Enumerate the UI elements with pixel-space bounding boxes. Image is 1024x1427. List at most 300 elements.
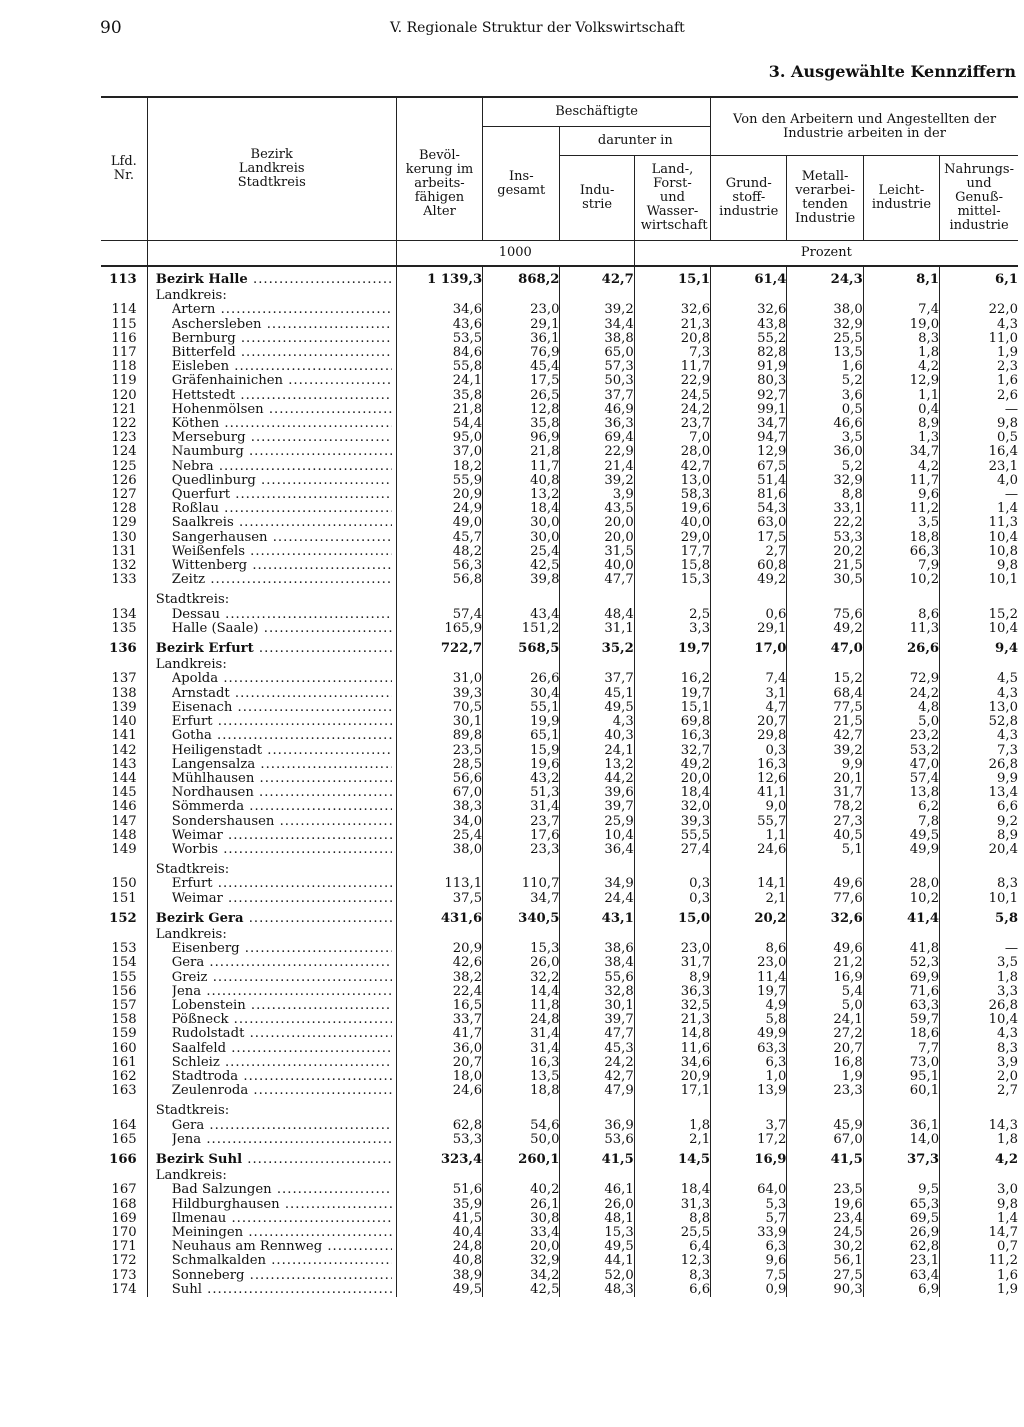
bevoelkerung-value: 54,4	[396, 417, 482, 431]
grundstoff-value: 4,9	[711, 999, 787, 1013]
district-name-text: Gräfenhainichen .....	[172, 374, 392, 388]
district-name	[147, 701, 396, 715]
grundstoff-value: 29,8	[711, 729, 787, 743]
district-name	[147, 431, 396, 445]
grundstoff-value: 33,9	[711, 1226, 787, 1240]
nahrung-value: 10,1	[940, 573, 1018, 587]
grundstoff-value: 9,6	[711, 1254, 787, 1268]
row-number: 126	[111, 472, 137, 488]
table-row	[101, 715, 1018, 729]
grundstoff-value: 24,6	[711, 843, 787, 857]
district-name	[147, 1119, 396, 1133]
metall-value: 56,1	[787, 1254, 863, 1268]
bevoelkerung-value: 55,9	[396, 474, 482, 488]
insgesamt-value: 23,7	[483, 815, 560, 829]
bevoelkerung-value	[396, 289, 482, 303]
grundstoff-value: 0,3	[711, 744, 787, 758]
district-name	[147, 303, 396, 317]
district-name	[147, 636, 396, 658]
grundstoff-value: 14,1	[711, 877, 787, 891]
industrie-value: 39,2	[560, 474, 634, 488]
grundstoff-value	[711, 1169, 787, 1183]
insgesamt-value: 25,4	[483, 545, 560, 559]
bevoelkerung-value: 43,6	[396, 318, 482, 332]
bevoelkerung-value: 89,8	[396, 729, 482, 743]
district-name	[147, 999, 396, 1013]
grundstoff-value	[711, 1098, 787, 1118]
nahrung-value: 3,0	[940, 1183, 1018, 1197]
district-name-text: Weimar .....	[172, 892, 392, 906]
bezirk-row	[101, 267, 1018, 289]
industrie-value: 39,2	[560, 303, 634, 317]
metall-value: 68,4	[787, 687, 863, 701]
district-name-text: Erfurt .....	[172, 715, 392, 729]
land-forst-value: 17,1	[634, 1084, 710, 1098]
district-name	[147, 815, 396, 829]
district-name-text: Bad Salzungen .....	[172, 1183, 392, 1197]
group-label-row	[101, 1169, 1018, 1183]
leicht-value: 34,7	[863, 445, 939, 459]
grundstoff-value: 8,6	[711, 942, 787, 956]
district-name-text: Arnstadt .....	[172, 687, 392, 701]
bevoelkerung-value: 24,8	[396, 1240, 482, 1254]
grundstoff-value: 9,0	[711, 800, 787, 814]
grundstoff-value: 41,1	[711, 786, 787, 800]
row-number	[101, 587, 147, 607]
nahrung-value	[940, 928, 1018, 942]
group-label	[147, 1098, 396, 1118]
leicht-value: 23,2	[863, 729, 939, 743]
industrie-value: 46,9	[560, 403, 634, 417]
land-forst-value: 15,0	[634, 906, 710, 928]
grundstoff-value: 3,7	[711, 1119, 787, 1133]
leicht-value: 18,8	[863, 531, 939, 545]
insgesamt-value: 24,8	[483, 1013, 560, 1027]
district-name-text: Rudolstadt .....	[172, 1027, 392, 1041]
district-name	[147, 1042, 396, 1056]
district-name-text: Schleiz .....	[172, 1056, 392, 1070]
insgesamt-value: 34,7	[483, 892, 560, 906]
industrie-value: 39,7	[560, 1013, 634, 1027]
leicht-value	[863, 658, 939, 672]
bevoelkerung-value: 431,6	[396, 906, 482, 928]
district-name	[147, 1226, 396, 1240]
grundstoff-value: 7,5	[711, 1269, 787, 1283]
row-number: 137	[111, 671, 137, 687]
metall-value: 15,2	[787, 672, 863, 686]
header-lfd-nr: Lfd. Nr.	[101, 97, 147, 241]
district-name	[147, 1240, 396, 1254]
insgesamt-value	[483, 1098, 560, 1118]
metall-value: 8,8	[787, 488, 863, 502]
row-number: 163	[111, 1083, 137, 1099]
nahrung-value: 26,8	[940, 999, 1018, 1013]
industrie-value: 48,1	[560, 1212, 634, 1226]
district-name-text: Hildburghausen .....	[172, 1198, 392, 1212]
leicht-value: 41,8	[863, 942, 939, 956]
industrie-value: 20,0	[560, 516, 634, 530]
bevoelkerung-value: 53,3	[396, 1133, 482, 1147]
table-row	[101, 1119, 1018, 1133]
nahrung-value: 1,6	[940, 1269, 1018, 1283]
leicht-value: 49,5	[863, 829, 939, 843]
group-label	[147, 1169, 396, 1183]
row-number	[101, 1098, 147, 1118]
bevoelkerung-value: 57,4	[396, 608, 482, 622]
bezirk-row	[101, 1147, 1018, 1169]
metall-value: 24,5	[787, 1226, 863, 1240]
district-name	[147, 360, 396, 374]
nahrung-value: —	[940, 942, 1018, 956]
land-forst-value: 14,8	[634, 1027, 710, 1041]
table-row	[101, 445, 1018, 459]
header-leicht: Leicht- industrie	[863, 156, 939, 241]
land-forst-value: 24,5	[634, 389, 710, 403]
row-number: 118	[111, 359, 137, 375]
land-forst-value: 11,7	[634, 360, 710, 374]
metall-value	[787, 1098, 863, 1118]
land-forst-value: 13,0	[634, 474, 710, 488]
industrie-value	[560, 928, 634, 942]
table-row	[101, 502, 1018, 516]
row-number: 147	[111, 813, 137, 829]
table-row	[101, 417, 1018, 431]
insgesamt-value: 34,2	[483, 1269, 560, 1283]
insgesamt-value: 11,7	[483, 460, 560, 474]
leicht-value: 69,9	[863, 971, 939, 985]
industrie-value: 24,1	[560, 744, 634, 758]
metall-value: 49,6	[787, 877, 863, 891]
table-row	[101, 1056, 1018, 1070]
land-forst-value: 36,3	[634, 985, 710, 999]
district-name-text: Weißenfels .....	[172, 545, 392, 559]
industrie-value: 47,9	[560, 1084, 634, 1098]
grundstoff-value: 67,5	[711, 460, 787, 474]
metall-value: 42,7	[787, 729, 863, 743]
district-name	[147, 1269, 396, 1283]
metall-value: 16,9	[787, 971, 863, 985]
nahrung-value: 52,8	[940, 715, 1018, 729]
land-forst-value: 31,7	[634, 956, 710, 970]
bevoelkerung-value: 40,8	[396, 1254, 482, 1268]
grundstoff-value: 94,7	[711, 431, 787, 445]
industrie-value: 40,0	[560, 559, 634, 573]
land-forst-value: 0,3	[634, 877, 710, 891]
leicht-value: 59,7	[863, 1013, 939, 1027]
leicht-value	[863, 928, 939, 942]
group-label	[147, 857, 396, 877]
table-row	[101, 389, 1018, 403]
row-number: 167	[111, 1182, 137, 1198]
industrie-value: 21,4	[560, 460, 634, 474]
leicht-value: 7,7	[863, 1042, 939, 1056]
row-number: 119	[111, 373, 137, 389]
grundstoff-value: 99,1	[711, 403, 787, 417]
grundstoff-value: 5,7	[711, 1212, 787, 1226]
district-name-text: Bezirk Halle .....	[156, 273, 392, 287]
district-name-text: Pößneck .....	[172, 1013, 392, 1027]
insgesamt-value: 20,0	[483, 1240, 560, 1254]
district-name	[147, 622, 396, 636]
metall-value: 20,1	[787, 772, 863, 786]
metall-value: 30,5	[787, 573, 863, 587]
metall-value: 67,0	[787, 1133, 863, 1147]
land-forst-value: 15,3	[634, 573, 710, 587]
nahrung-value: —	[940, 488, 1018, 502]
nahrung-value: 8,3	[940, 1042, 1018, 1056]
metall-value: 5,2	[787, 374, 863, 388]
grundstoff-value: 91,9	[711, 360, 787, 374]
district-name-text: Dessau .....	[172, 608, 392, 622]
insgesamt-value: 110,7	[483, 877, 560, 891]
grundstoff-value: 2,1	[711, 892, 787, 906]
grundstoff-value: 16,9	[711, 1147, 787, 1169]
industrie-value: 10,4	[560, 829, 634, 843]
grundstoff-value	[711, 928, 787, 942]
district-name-text: Apolda .....	[172, 672, 392, 686]
industrie-value	[560, 1098, 634, 1118]
metall-value: 23,5	[787, 1183, 863, 1197]
district-name	[147, 346, 396, 360]
land-forst-value: 1,8	[634, 1119, 710, 1133]
leicht-value: 1,8	[863, 346, 939, 360]
district-name	[147, 516, 396, 530]
table-row	[101, 999, 1018, 1013]
row-number: 142	[111, 742, 137, 758]
leicht-value: 7,8	[863, 815, 939, 829]
land-forst-value: 23,0	[634, 942, 710, 956]
table-row	[101, 1240, 1018, 1254]
district-name-text: Halle (Saale) .....	[172, 622, 392, 636]
insgesamt-value: 16,3	[483, 1056, 560, 1070]
land-forst-value: 7,0	[634, 431, 710, 445]
row-number: 169	[111, 1210, 137, 1226]
insgesamt-value	[483, 1169, 560, 1183]
bevoelkerung-value: 53,5	[396, 332, 482, 346]
row-number: 171	[111, 1239, 137, 1255]
leicht-value: 65,3	[863, 1198, 939, 1212]
bevoelkerung-value: 55,8	[396, 360, 482, 374]
industrie-value: 49,5	[560, 1240, 634, 1254]
grundstoff-value: 60,8	[711, 559, 787, 573]
bevoelkerung-value: 56,8	[396, 573, 482, 587]
bevoelkerung-value: 28,5	[396, 758, 482, 772]
land-forst-value: 15,1	[634, 701, 710, 715]
bevoelkerung-value: 35,9	[396, 1198, 482, 1212]
table-row	[101, 474, 1018, 488]
row-number: 117	[111, 345, 137, 361]
district-name	[147, 531, 396, 545]
bevoelkerung-value: 62,8	[396, 1119, 482, 1133]
industrie-value: 42,7	[560, 1070, 634, 1084]
row-number: 174	[111, 1281, 137, 1297]
leicht-value: 52,3	[863, 956, 939, 970]
nahrung-value: 20,4	[940, 843, 1018, 857]
nahrung-value: 1,4	[940, 1212, 1018, 1226]
metall-value: 32,9	[787, 318, 863, 332]
table-row	[101, 460, 1018, 474]
nahrung-value: 2,6	[940, 389, 1018, 403]
district-name-text: Nebra .....	[172, 460, 392, 474]
district-name	[147, 1070, 396, 1084]
district-name-text: Eisleben .....	[172, 360, 392, 374]
table-row	[101, 829, 1018, 843]
land-forst-value: 14,5	[634, 1147, 710, 1169]
row-number: 164	[111, 1117, 137, 1133]
row-number: 162	[111, 1068, 137, 1084]
row-number: 138	[111, 685, 137, 701]
land-forst-value: 20,9	[634, 1070, 710, 1084]
nahrung-value: 2,0	[940, 1070, 1018, 1084]
table-row	[101, 1212, 1018, 1226]
bevoelkerung-value: 35,8	[396, 389, 482, 403]
bevoelkerung-value: 37,0	[396, 445, 482, 459]
bevoelkerung-value: 38,3	[396, 800, 482, 814]
table-row	[101, 701, 1018, 715]
header-insgesamt: Ins- gesamt	[483, 127, 560, 241]
insgesamt-value: 96,9	[483, 431, 560, 445]
leicht-value: 6,9	[863, 1283, 939, 1297]
bevoelkerung-value: 16,5	[396, 999, 482, 1013]
metall-value: 21,5	[787, 559, 863, 573]
industrie-value: 36,3	[560, 417, 634, 431]
grundstoff-value: 1,1	[711, 829, 787, 843]
grundstoff-value: 34,7	[711, 417, 787, 431]
metall-value: 27,5	[787, 1269, 863, 1283]
district-name	[147, 573, 396, 587]
table-row	[101, 985, 1018, 999]
industrie-value: 45,3	[560, 1042, 634, 1056]
table-row	[101, 332, 1018, 346]
district-name-text: Hettstedt .....	[172, 389, 392, 403]
bevoelkerung-value: 34,6	[396, 303, 482, 317]
district-name-text: Mühlhausen .....	[172, 772, 392, 786]
district-name	[147, 374, 396, 388]
industrie-value: 43,1	[560, 906, 634, 928]
land-forst-value: 69,8	[634, 715, 710, 729]
table-row	[101, 942, 1018, 956]
row-number: 166	[109, 1151, 137, 1167]
land-forst-value	[634, 1098, 710, 1118]
grundstoff-value: 92,7	[711, 389, 787, 403]
row-number	[101, 928, 147, 942]
district-name	[147, 332, 396, 346]
table-row	[101, 622, 1018, 636]
district-name-text: Meiningen .....	[172, 1226, 392, 1240]
district-name	[147, 488, 396, 502]
group-label	[147, 658, 396, 672]
district-name	[147, 985, 396, 999]
table-row	[101, 1013, 1018, 1027]
metall-value: 19,6	[787, 1198, 863, 1212]
land-forst-value: 8,8	[634, 1212, 710, 1226]
leicht-value: 72,9	[863, 672, 939, 686]
industrie-value: 52,0	[560, 1269, 634, 1283]
district-name	[147, 403, 396, 417]
row-number: 172	[111, 1253, 137, 1269]
table-row	[101, 545, 1018, 559]
district-name	[147, 687, 396, 701]
insgesamt-value: 18,8	[483, 1084, 560, 1098]
land-forst-value: 34,6	[634, 1056, 710, 1070]
insgesamt-value: 340,5	[483, 906, 560, 928]
bevoelkerung-value: 18,0	[396, 1070, 482, 1084]
table-row	[101, 687, 1018, 701]
metall-value: 1,9	[787, 1070, 863, 1084]
land-forst-value: 24,2	[634, 403, 710, 417]
industrie-value: 24,4	[560, 892, 634, 906]
land-forst-value: 0,3	[634, 892, 710, 906]
bevoelkerung-value	[396, 928, 482, 942]
group-label	[147, 587, 396, 607]
metall-value: 32,6	[787, 906, 863, 928]
insgesamt-value: 31,4	[483, 800, 560, 814]
bevoelkerung-value	[396, 658, 482, 672]
nahrung-value: 2,3	[940, 360, 1018, 374]
row-number	[101, 289, 147, 303]
nahrung-value: 3,5	[940, 956, 1018, 970]
district-name-text: Gotha .....	[172, 729, 392, 743]
grundstoff-value: 13,9	[711, 1084, 787, 1098]
metall-value	[787, 928, 863, 942]
bevoelkerung-value: 84,6	[396, 346, 482, 360]
district-name	[147, 474, 396, 488]
bevoelkerung-value: 37,5	[396, 892, 482, 906]
insgesamt-value: 31,4	[483, 1042, 560, 1056]
insgesamt-value: 31,4	[483, 1027, 560, 1041]
land-forst-value: 21,3	[634, 1013, 710, 1027]
bevoelkerung-value: 42,6	[396, 956, 482, 970]
row-number: 160	[111, 1040, 137, 1056]
district-name-text: Hohenmölsen .....	[172, 403, 392, 417]
bevoelkerung-value: 40,4	[396, 1226, 482, 1240]
nahrung-value: 1,6	[940, 374, 1018, 388]
insgesamt-value: 19,9	[483, 715, 560, 729]
row-number: 134	[111, 606, 137, 622]
industrie-value: 15,3	[560, 1226, 634, 1240]
insgesamt-value: 868,2	[483, 267, 560, 289]
table-row	[101, 360, 1018, 374]
nahrung-value: 9,9	[940, 772, 1018, 786]
industrie-value: 57,3	[560, 360, 634, 374]
metall-value	[787, 587, 863, 607]
industrie-value: 65,0	[560, 346, 634, 360]
row-number: 150	[111, 876, 137, 892]
leicht-value: 23,1	[863, 1254, 939, 1268]
table-row	[101, 403, 1018, 417]
land-forst-value: 19,7	[634, 636, 710, 658]
industrie-value: 37,7	[560, 389, 634, 403]
metall-value: 16,8	[787, 1056, 863, 1070]
industrie-value: 32,8	[560, 985, 634, 999]
land-forst-value: 22,9	[634, 374, 710, 388]
land-forst-value: 20,0	[634, 772, 710, 786]
insgesamt-value: 12,8	[483, 403, 560, 417]
bevoelkerung-value: 30,1	[396, 715, 482, 729]
district-name	[147, 1027, 396, 1041]
land-forst-value: 15,1	[634, 267, 710, 289]
district-name	[147, 758, 396, 772]
leicht-value: 9,6	[863, 488, 939, 502]
industrie-value: 3,9	[560, 488, 634, 502]
district-name	[147, 729, 396, 743]
nahrung-value: 8,3	[940, 877, 1018, 891]
table-row	[101, 729, 1018, 743]
industrie-value: 4,3	[560, 715, 634, 729]
land-forst-value	[634, 658, 710, 672]
leicht-value: 1,3	[863, 431, 939, 445]
row-number: 132	[111, 558, 137, 574]
